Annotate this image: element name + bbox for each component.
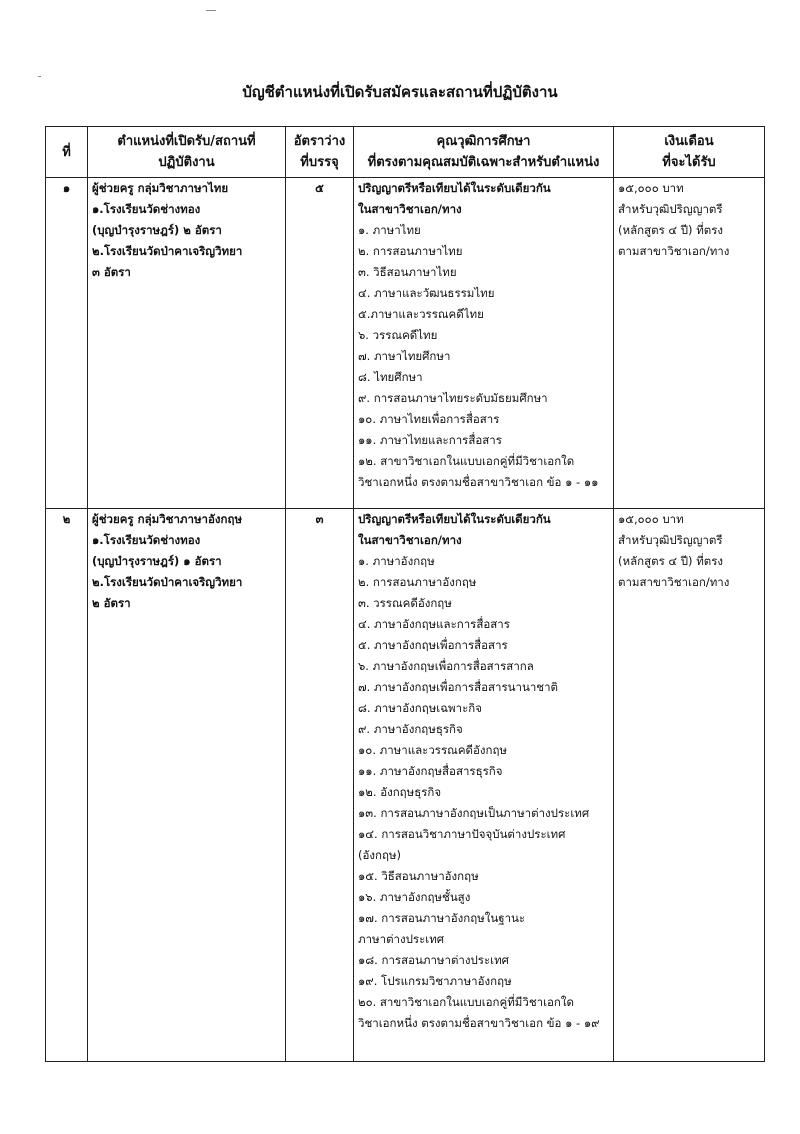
header-salary: เงินเดือน ที่จะได้รับ <box>614 127 765 178</box>
cell-salary: ๑๕,๐๐๐ บาท สำหรับวุฒิปริญญาตรี (หลักสูตร ๔ ปี) ที่ตรง ตามสาขาวิชาเอก/ทาง <box>614 178 765 509</box>
table-row <box>46 509 765 1062</box>
header-position: ตำแหน่งที่เปิดรับ/สถานที่ ปฏิบัติงาน <box>88 127 286 178</box>
table-header-row <box>46 127 765 178</box>
positions-table <box>45 126 765 1062</box>
cell-rate: ๓ <box>286 509 354 1062</box>
cell-position: ผู้ช่วยครู กลุ่มวิชาภาษาไทย ๑.โรงเรียนวัดช่างทอง (บุญบำรุงราษฎร์) ๒ อัตรา ๒.โรงเรียนวัดป่าคาเจริญวิทยา ๓ อัตรา <box>88 178 286 509</box>
scan-mark <box>206 10 216 11</box>
header-rate: อัตราว่าง ที่บรรจุ <box>286 127 354 178</box>
header-qualification: คุณวุฒิการศึกษา ที่ตรงตามคุณสมบัติเฉพาะสำหรับตำแหน่ง <box>354 127 614 178</box>
cell-no: ๒ <box>46 509 88 1062</box>
cell-rate: ๕ <box>286 178 354 509</box>
cell-no: ๑ <box>46 178 88 509</box>
page-title: บัญชีตำแหน่งที่เปิดรับสมัครและสถานที่ปฏิบัติงาน <box>242 83 558 101</box>
cell-salary: ๑๕,๐๐๐ บาท สำหรับวุฒิปริญญาตรี (หลักสูตร ๔ ปี) ที่ตรง ตามสาขาวิชาเอก/ทาง <box>614 509 765 1062</box>
cell-qualification: ปริญญาตรีหรือเทียบได้ในระดับเดียวกัน ในสาขาวิชาเอก/ทาง ๑. ภาษาไทย ๒. การสอนภาษาไทย ๓. วิธีสอนภาษาไทย ๔. ภาษาและวัฒนธรรมไทย ๕.ภาษาและวรรณคดีไทย ๖. วรรณคดีไทย ๗. ภาษาไทยศึกษา ๘. ไทยศึกษา ๙. การสอนภาษาไทยระดับมัธยมศึกษา ๑๐. ภาษาไทยเพื่อการสื่อสาร ๑๑. ภาษาไทยและการสื่อสาร ๑๒. สาขาวิชาเอกในแบบเอกคู่ที่มีวิชาเอกใด วิชาเอกหนึ่ง ตรงตามชื่อสาขาวิชาเอก ข้อ ๑ - ๑๑ <box>354 178 614 509</box>
cell-position: ผู้ช่วยครู กลุ่มวิชาภาษาอังกฤษ ๑.โรงเรียนวัดช่างทอง (บุญบำรุงราษฎร์) ๑ อัตรา ๒.โรงเรียนวัดป่าคาเจริญวิทยา ๒ อัตรา <box>88 509 286 1062</box>
scan-mark <box>38 76 41 77</box>
header-no: ที่ <box>46 127 88 178</box>
table-row <box>46 178 765 509</box>
cell-qualification: ปริญญาตรีหรือเทียบได้ในระดับเดียวกัน ในสาขาวิชาเอก/ทาง ๑. ภาษาอังกฤษ ๒. การสอนภาษาอังกฤษ ๓. วรรณคดีอังกฤษ ๔. ภาษาอังกฤษและการสื่อสาร ๕. ภาษาอังกฤษเพื่อการสื่อสาร ๖. ภาษาอังกฤษเพื่อการสื่อสารสากล ๗. ภาษาอังกฤษเพื่อการสื่อสารนานาชาติ ๘. ภาษาอังกฤษเฉพาะกิจ ๙. ภาษาอังกฤษธุรกิจ ๑๐. ภาษาและวรรณคดีอังกฤษ ๑๑. ภาษาอังกฤษสื่อสารธุรกิจ ๑๒. อังกฤษธุรกิจ ๑๓. การสอนภาษาอังกฤษเป็นภาษาต่างประเทศ ๑๔. การสอนวิชาภาษาปัจจุบันต่างประเทศ (อังกฤษ) ๑๕. วิธีสอนภาษาอังกฤษ ๑๖. ภาษาอังกฤษชั้นสูง ๑๗. การสอนภาษาอังกฤษในฐานะ ภาษาต่างประเทศ ๑๘. การสอนภาษาต่างประเทศ ๑๙. โปรแกรมวิชาภาษาอังกฤษ ๒๐. สาขาวิชาเอกในแบบเอกคู่ที่มีวิชาเอกใด วิชาเอกหนึ่ง ตรงตามชื่อสาขาวิชาเอก ข้อ ๑ - ๑๙ <box>354 509 614 1062</box>
